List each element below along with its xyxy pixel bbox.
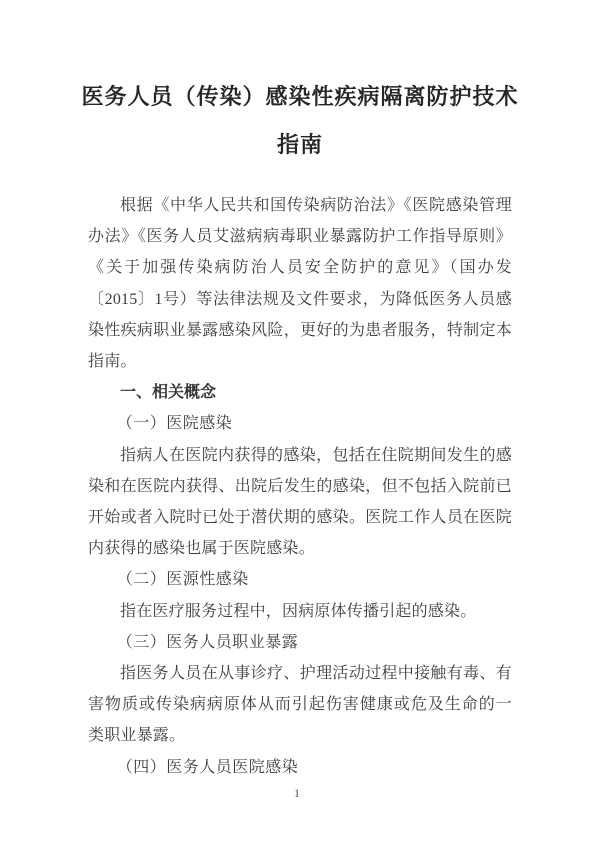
text-line: 指在医疗服务过程中，因病原体传播引起的感染。 <box>120 602 477 620</box>
text-line: 开始或者入院时已处于潜伏期的感染。医院工作人员在医院 <box>88 509 512 527</box>
document-title-line-1: 医务人员（传染）感染性疾病隔离防护技术 <box>81 84 519 109</box>
text-line: 内获得的感染也属于医院感染。 <box>88 540 315 558</box>
text-line: 根据《中华人民共和国传染病防治法》《医院感染管理 <box>120 197 512 214</box>
document-title <box>48 73 552 169</box>
text-line: 《关于加强传染病防治人员安全防护的意见》（国办发 <box>88 259 512 277</box>
text-line: 染性疾病职业暴露感染风险，更好的为患者服务，特制定本 <box>88 321 512 339</box>
document-blocks <box>88 190 512 783</box>
document-title-line-2: 指南 <box>276 132 323 157</box>
paragraph <box>88 658 512 752</box>
section-heading: 一、相关概念 <box>120 384 217 402</box>
page-number: 1 <box>294 786 300 800</box>
paragraph <box>88 440 512 565</box>
text-line: 指病人在医院内获得的感染，包括在住院期间发生的感 <box>120 446 512 464</box>
text-line: 办法》《医务人员艾滋病病毒职业暴露防护工作指导原则》 <box>88 228 512 246</box>
subsection-heading: （四）医务人员医院感染 <box>116 758 299 776</box>
text-line: 害物质或传染病病原体从而引起伤害健康或危及生命的一 <box>88 696 512 714</box>
text-line: 指医务人员在从事诊疗、护理活动过程中接触有毒、有 <box>120 665 512 683</box>
subsection-heading: （二）医源性感染 <box>116 571 249 589</box>
paragraph <box>88 596 512 627</box>
text-line: 染和在医院内获得、出院后发生的感染，但不包括入院前已 <box>88 477 512 495</box>
text-line: 类职业暴露。 <box>88 727 186 745</box>
subsection-heading: （一）医院感染 <box>116 415 233 433</box>
subsection-heading: （三）医务人员职业暴露 <box>116 633 299 651</box>
text-line: 〔2015〕1号）等法律法规及文件要求，为降低医务人员感 <box>88 290 512 308</box>
paragraph <box>88 190 512 377</box>
text-line: 指南。 <box>88 353 137 371</box>
